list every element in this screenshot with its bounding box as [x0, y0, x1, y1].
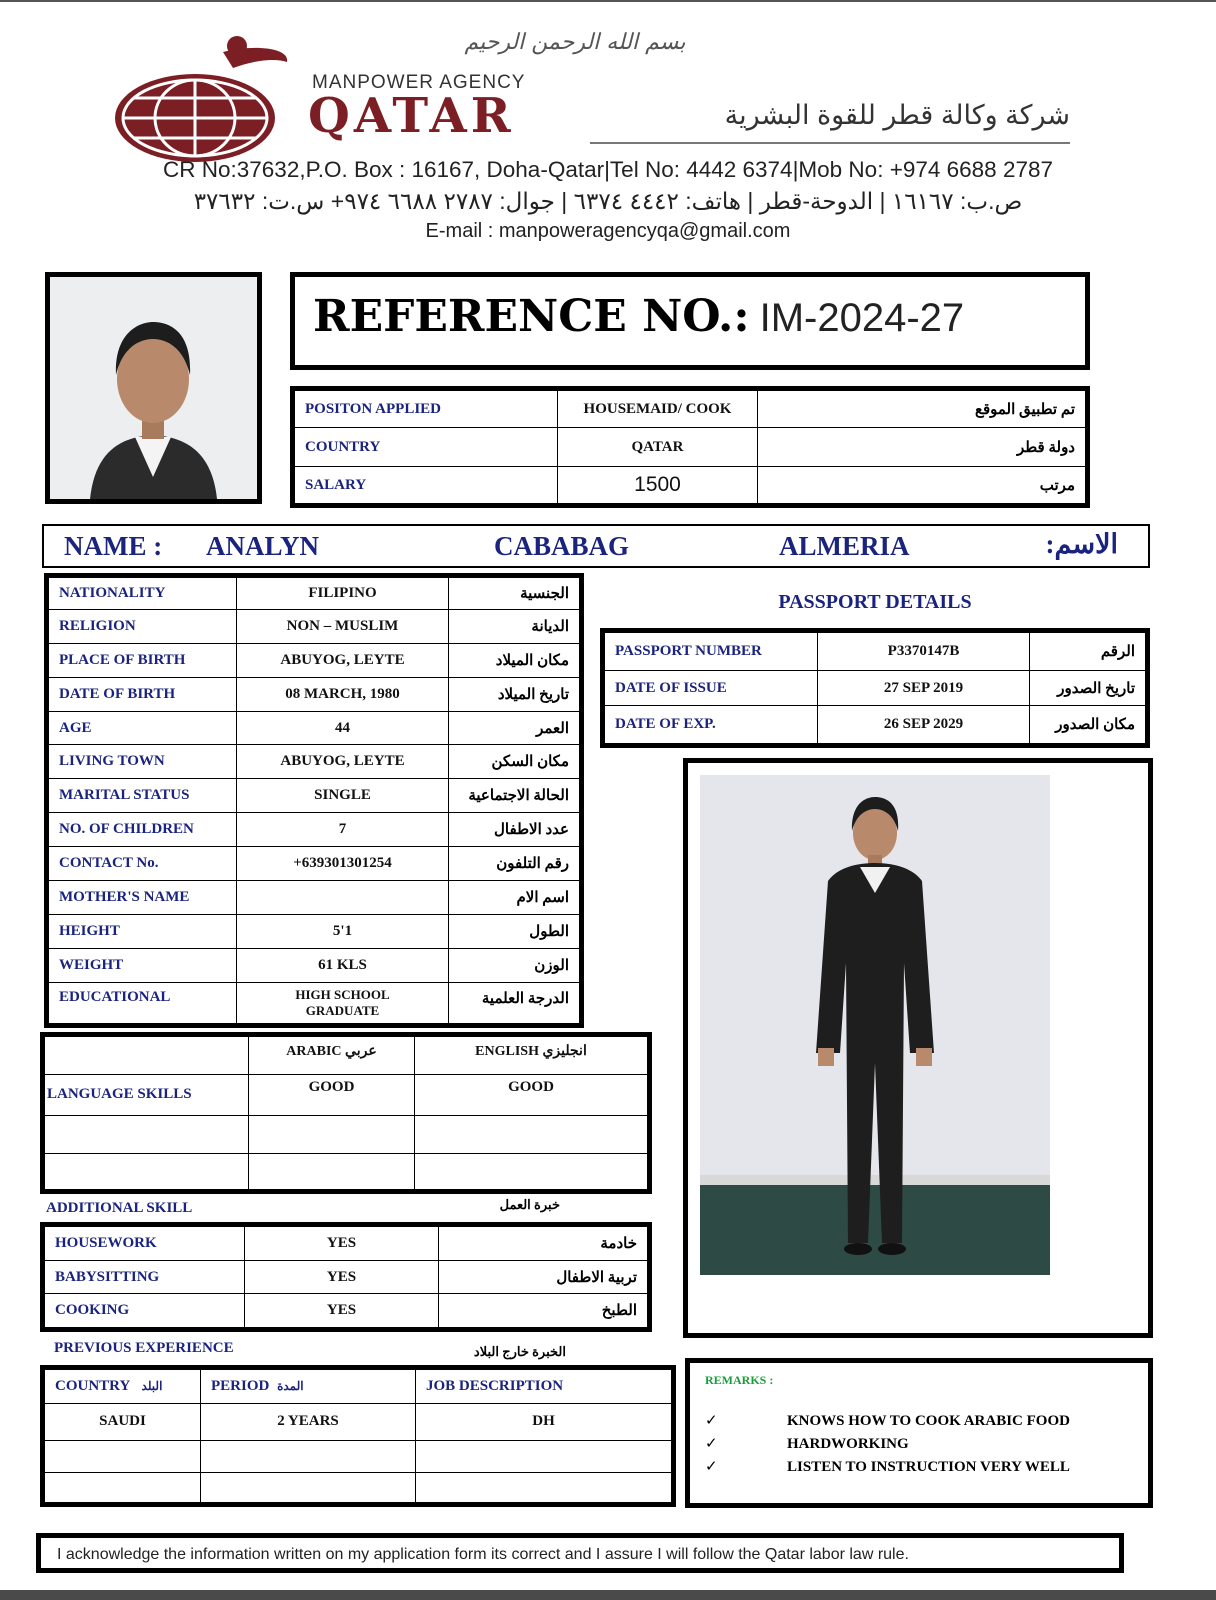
age-arabic: العمر — [449, 711, 582, 745]
passport-number-label: PASSPORT NUMBER — [603, 631, 818, 671]
nationality-value: FILIPINO — [237, 576, 449, 610]
passport-title: PASSPORT DETAILS — [778, 591, 972, 613]
english-header: ENGLISH انجليزي — [415, 1035, 650, 1075]
full-body-photo-frame — [683, 758, 1153, 1338]
contact-no-arabic: رقم التلفون — [449, 847, 582, 881]
reference-box — [290, 272, 1090, 370]
height-label: HEIGHT — [47, 914, 237, 948]
experience-period-arabic: المدة — [277, 1379, 304, 1394]
table-row — [43, 1368, 674, 1404]
nationality-label: NATIONALITY — [47, 576, 237, 610]
remarks-title: REMARKS : — [705, 1373, 774, 1387]
experience-country-header — [43, 1368, 201, 1404]
place-of-birth-value: ABUYOG, LEYTE — [237, 643, 449, 677]
marital-status-arabic: الحالة الاجتماعية — [449, 779, 582, 813]
reference-label: REFERENCE NO.: — [313, 291, 750, 342]
height-arabic: الطول — [449, 914, 582, 948]
experience-job-header: JOB DESCRIPTION — [416, 1368, 674, 1404]
cooking-label: COOKING — [43, 1293, 245, 1329]
language-skills-table — [40, 1032, 652, 1194]
additional-skill-title-arabic: خبرة العمل — [499, 1197, 560, 1212]
age-label: AGE — [47, 711, 237, 745]
cooking-arabic: الطبخ — [439, 1293, 650, 1329]
table-row — [47, 881, 582, 915]
contact-no-value: +639301301254 — [237, 847, 449, 881]
housework-value: YES — [245, 1225, 439, 1261]
table-row — [47, 677, 582, 711]
contact-no-label: CONTACT No. — [47, 847, 237, 881]
educational-value: HIGH SCHOOL GRADUATE — [237, 982, 449, 1025]
table-row — [293, 467, 1088, 506]
country-value: QATAR — [558, 428, 758, 467]
table-row — [293, 428, 1088, 467]
issue-date-value: 27 SEP 2019 — [818, 670, 1030, 706]
position-label: POSITON APPLIED — [293, 389, 558, 428]
mothers-name-label: MOTHER'S NAME — [47, 881, 237, 915]
additional-skills-table — [40, 1222, 652, 1332]
table-row — [603, 631, 1148, 671]
place-of-birth-arabic: مكان الميلاد — [449, 643, 582, 677]
arabic-header: ARABIC عربي — [249, 1035, 415, 1075]
reference-value: IM-2024-27 — [759, 296, 965, 340]
portrait-photo — [50, 277, 257, 499]
living-town-label: LIVING TOWN — [47, 745, 237, 779]
full-body-photo — [688, 763, 1148, 1333]
top-border — [0, 0, 1216, 2]
babysitting-value: YES — [245, 1261, 439, 1294]
table-row — [603, 670, 1148, 706]
table-row — [603, 706, 1148, 746]
list-item — [705, 1411, 1145, 1434]
table-row — [43, 1293, 650, 1329]
table-row — [47, 914, 582, 948]
educational-arabic: الدرجة العلمية — [449, 982, 582, 1025]
portrait-photo-frame — [45, 272, 262, 504]
acknowledgement-box — [36, 1533, 1124, 1573]
living-town-arabic: مكان السكن — [449, 745, 582, 779]
list-item — [705, 1457, 1145, 1480]
position-table — [290, 386, 1090, 508]
experience-period-value: 2 YEARS — [201, 1404, 416, 1440]
weight-arabic: الوزن — [449, 948, 582, 982]
mothers-name-value — [237, 881, 449, 915]
mothers-name-arabic: اسم الام — [449, 881, 582, 915]
table-row — [43, 1035, 650, 1075]
table-row — [293, 389, 1088, 428]
height-value: 5'1 — [237, 914, 449, 948]
additional-skill-title: ADDITIONAL SKILL — [46, 1200, 193, 1216]
personal-details-table — [44, 573, 584, 1028]
bottom-bar — [0, 1590, 1216, 1600]
table-row — [43, 1472, 674, 1504]
name-first: ANALYN — [206, 531, 320, 561]
date-of-birth-label: DATE OF BIRTH — [47, 677, 237, 711]
table-row — [43, 1075, 650, 1115]
table-row — [47, 711, 582, 745]
religion-label: RELIGION — [47, 609, 237, 643]
agency-name-small: MANPOWER AGENCY — [312, 72, 526, 93]
passport-number-arabic: الرقم — [1030, 631, 1148, 671]
salary-value: 1500 — [558, 467, 758, 506]
name-last: ALMERIA — [779, 531, 910, 561]
issue-date-arabic: تاريخ الصدور — [1030, 670, 1148, 706]
previous-experience-title: PREVIOUS EXPERIENCE — [54, 1340, 234, 1356]
name-middle: CABABAG — [494, 531, 630, 561]
table-row — [47, 982, 582, 1025]
previous-experience-title-arabic: الخبرة خارج البلاد — [473, 1344, 566, 1359]
remarks-list — [705, 1411, 1145, 1480]
previous-experience-table — [40, 1365, 676, 1507]
agency-name-arabic: شركة وكالة قطر للقوة البشرية — [724, 100, 1070, 130]
arabic-skill-value: GOOD — [249, 1075, 415, 1115]
housework-arabic: خادمة — [439, 1225, 650, 1261]
experience-country-value: SAUDI — [43, 1404, 201, 1440]
expiry-date-value: 26 SEP 2029 — [818, 706, 1030, 746]
table-row — [47, 847, 582, 881]
remark-text: LISTEN TO INSTRUCTION VERY WELL — [787, 1459, 1070, 1475]
header-underline — [590, 142, 1070, 144]
position-arabic: تم تطبيق الموقع — [758, 389, 1088, 428]
table-row — [47, 948, 582, 982]
basmala: بسم الله الرحمن الرحيم — [464, 30, 686, 55]
salary-arabic: مرتب — [758, 467, 1088, 506]
table-row — [43, 1225, 650, 1261]
table-row — [43, 1440, 674, 1472]
experience-period-label: PERIOD — [211, 1378, 270, 1395]
expiry-date-arabic: مكان الصدور — [1030, 706, 1148, 746]
remark-text: HARDWORKING — [787, 1436, 909, 1452]
marital-status-label: MARITAL STATUS — [47, 779, 237, 813]
no-of-children-arabic: عدد الاطفال — [449, 813, 582, 847]
table-row — [47, 576, 582, 610]
language-empty-header — [43, 1035, 249, 1075]
table-row — [47, 609, 582, 643]
table-row — [47, 779, 582, 813]
check-icon: ✓ — [705, 1436, 718, 1452]
babysitting-arabic: تربية الاطفال — [439, 1261, 650, 1294]
english-skill-value: GOOD — [415, 1075, 650, 1115]
country-label: COUNTRY — [293, 428, 558, 467]
living-town-value: ABUYOG, LEYTE — [237, 745, 449, 779]
nationality-arabic: الجنسية — [449, 576, 582, 610]
language-skills-label: LANGUAGE SKILLS — [43, 1075, 249, 1115]
contact-line-en: CR No:37632,P.O. Box : 16167, Doha-Qatar|Tel No: 4442 6374|Mob No: +974 6688 2787 — [163, 157, 1053, 182]
cooking-value: YES — [245, 1293, 439, 1329]
name-label: NAME : — [64, 531, 163, 561]
housework-label: HOUSEWORK — [43, 1225, 245, 1261]
position-value: HOUSEMAID/ COOK — [558, 389, 758, 428]
table-row — [47, 813, 582, 847]
check-icon: ✓ — [705, 1413, 718, 1429]
religion-arabic: الديانة — [449, 609, 582, 643]
experience-country-label: COUNTRY — [55, 1378, 130, 1395]
date-of-birth-value: 08 MARCH, 1980 — [237, 677, 449, 711]
check-icon: ✓ — [705, 1459, 718, 1475]
remark-text: KNOWS HOW TO COOK ARABIC FOOD — [787, 1413, 1070, 1429]
educational-label: EDUCATIONAL — [47, 982, 237, 1025]
country-arabic: دولة قطر — [758, 428, 1088, 467]
contact-line-ar: ص.ب: ١٦١٦٧ | الدوحة-قطر | هاتف: ٤٤٤٢ ٦٣٧٤ | جوال: ٢٧٨٧ ٦٦٨٨ ٩٧٤+ س.ت: ٣٧٦٣٢ — [193, 188, 1023, 214]
table-row — [43, 1261, 650, 1294]
remarks-box — [685, 1358, 1153, 1508]
religion-value: NON – MUSLIM — [237, 609, 449, 643]
experience-job-value: DH — [416, 1404, 674, 1440]
weight-value: 61 KLS — [237, 948, 449, 982]
name-arabic-label: الاسم: — [1045, 529, 1118, 559]
babysitting-label: BABYSITTING — [43, 1261, 245, 1294]
acknowledgement-text: I acknowledge the information written on my application form its correct and I assure I will follow the Qatar labor law rule. — [57, 1546, 909, 1563]
email-line[interactable]: E-mail : manpoweragencyqa@gmail.com — [425, 220, 791, 242]
age-value: 44 — [237, 711, 449, 745]
table-row — [47, 745, 582, 779]
experience-period-header — [201, 1368, 416, 1404]
experience-country-arabic: البلد — [141, 1379, 163, 1394]
passport-number-value: P3370147B — [818, 631, 1030, 671]
salary-label: SALARY — [293, 467, 558, 506]
table-row — [43, 1404, 674, 1440]
agency-name-big: QATAR — [308, 88, 515, 144]
weight-label: WEIGHT — [47, 948, 237, 982]
no-of-children-value: 7 — [237, 813, 449, 847]
issue-date-label: DATE OF ISSUE — [603, 670, 818, 706]
expiry-date-label: DATE OF EXP. — [603, 706, 818, 746]
table-row — [43, 1115, 650, 1153]
no-of-children-label: NO. OF CHILDREN — [47, 813, 237, 847]
place-of-birth-label: PLACE OF BIRTH — [47, 643, 237, 677]
table-row — [43, 1153, 650, 1191]
table-row — [47, 643, 582, 677]
date-of-birth-arabic: تاريخ الميلاد — [449, 677, 582, 711]
list-item — [705, 1434, 1145, 1457]
marital-status-value: SINGLE — [237, 779, 449, 813]
name-bar — [42, 524, 1150, 568]
agency-logo — [105, 30, 295, 165]
passport-table — [600, 628, 1150, 748]
